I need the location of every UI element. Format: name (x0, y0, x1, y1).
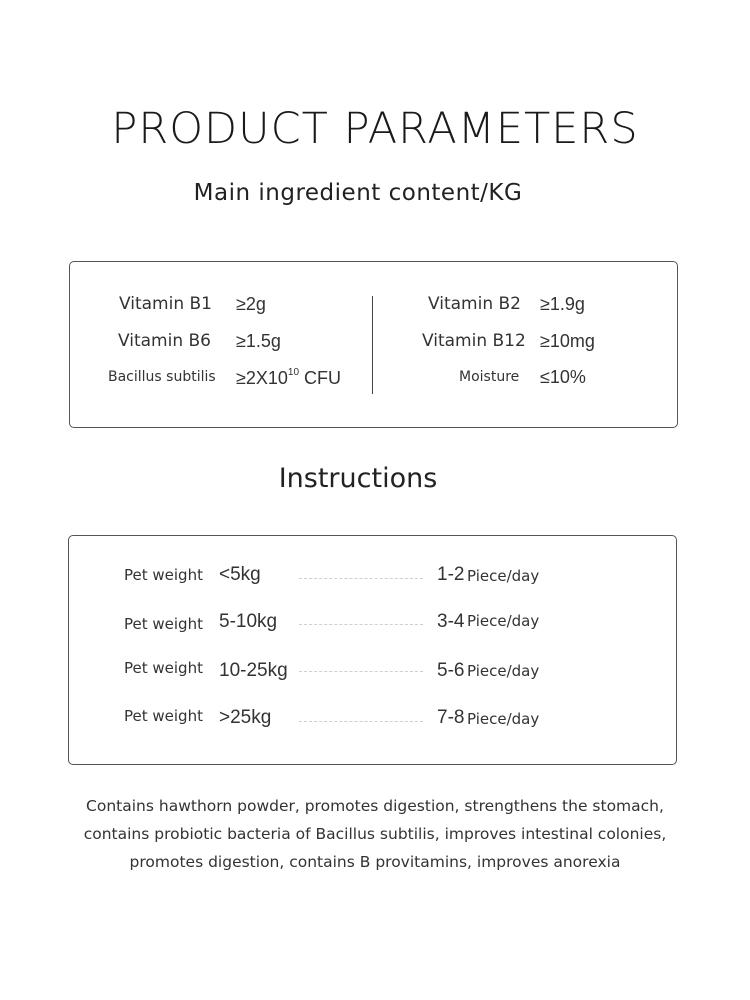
ingredient-subtitle: Main ingredient content/KG (193, 180, 523, 206)
ingredient-name: Vitamin B6 (118, 331, 212, 351)
pet-weight-value: 10-25kg (219, 660, 288, 681)
description-line: promotes digestion, contains B provitamins, improves anorexia (129, 853, 621, 871)
ingredient-name: Vitamin B2 (428, 294, 522, 314)
ingredient-value: ≥1.9g (540, 294, 585, 314)
ingredient-name: Vitamin B12 (422, 331, 526, 351)
ingredient-table (69, 261, 678, 428)
instruction-row (69, 706, 676, 736)
ingredient-value: ≥10mg (540, 331, 595, 351)
ingredient-value-exponent: 10 (287, 367, 300, 378)
description-line: Contains hawthorn powder, promotes digestion, strengthens the stomach, (86, 797, 664, 815)
pet-weight-value: <5kg (219, 564, 261, 585)
ingredient-name: Moisture (459, 369, 520, 385)
pet-weight-value: 5-10kg (219, 611, 278, 632)
dose-amount: 5-6 (437, 660, 465, 681)
column-divider (372, 296, 373, 394)
dashed-leader (299, 721, 423, 722)
instructions-title: Instructions (278, 463, 438, 494)
page-title: PRODUCT PARAMETERS (111, 104, 639, 154)
dashed-leader (299, 671, 423, 672)
ingredient-value-unit: CFU (299, 368, 342, 388)
pet-weight-label: Pet weight (124, 707, 203, 725)
dose-unit: Piece/day (467, 662, 540, 680)
description-line: contains probiotic bacteria of Bacillus subtilis, improves intestinal colonies, (83, 825, 667, 843)
dose-unit: Piece/day (467, 612, 540, 630)
pet-weight-label: Pet weight (124, 566, 203, 584)
dashed-leader (299, 578, 423, 579)
dashed-leader (299, 624, 423, 625)
ingredient-value (236, 367, 341, 389)
instruction-row (69, 658, 676, 688)
dose-amount: 7-8 (437, 707, 465, 728)
pet-weight-label: Pet weight (124, 615, 203, 633)
pet-weight-value: >25kg (219, 707, 272, 728)
ingredient-value: ≥1.5g (236, 331, 281, 351)
ingredient-name: Bacillus subtilis (108, 369, 216, 385)
instruction-row (69, 564, 676, 594)
ingredient-name: Vitamin B1 (119, 294, 213, 314)
ingredient-value: ≤10% (540, 367, 586, 387)
instruction-row (69, 611, 676, 641)
pet-weight-label: Pet weight (124, 659, 203, 677)
product-description (0, 792, 750, 876)
dose-amount: 1-2 (437, 564, 465, 585)
dose-unit: Piece/day (467, 710, 540, 728)
dose-unit: Piece/day (467, 567, 540, 585)
dose-amount: 3-4 (437, 611, 465, 632)
instructions-table (68, 535, 677, 765)
ingredient-value: ≥2g (236, 294, 266, 314)
ingredient-value-base: ≥2X10 (236, 368, 288, 388)
